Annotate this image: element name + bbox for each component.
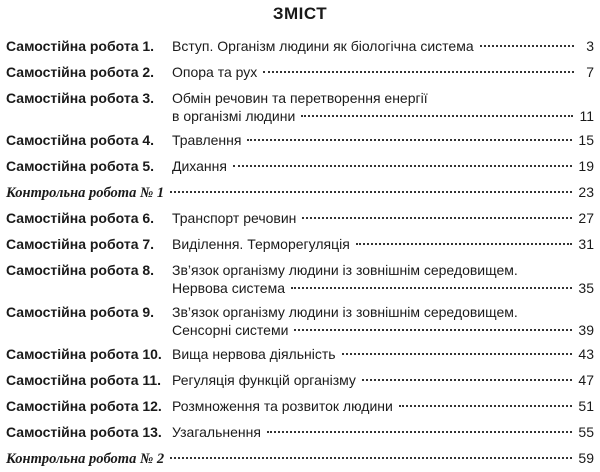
dot-leader xyxy=(267,431,573,433)
dot-leader xyxy=(342,353,573,355)
entry-label: Самостійна робота 11. xyxy=(6,372,162,388)
page-number: 51 xyxy=(578,398,594,414)
dot-leader xyxy=(356,243,573,245)
dot-leader xyxy=(301,115,573,117)
toc-entry-test xyxy=(0,180,600,206)
entry-body xyxy=(172,209,594,227)
entry-body xyxy=(172,89,594,125)
entry-title-line xyxy=(172,63,594,81)
entry-title: Дихання xyxy=(172,158,227,174)
entry-title-line xyxy=(172,345,594,363)
page-number: 43 xyxy=(578,346,594,362)
entry-title-line1: Зв’язок організму людини із зовнішнім середовищем. xyxy=(172,304,518,320)
dot-leader xyxy=(247,139,572,141)
test-title: Контрольна робота № 2 xyxy=(6,451,165,467)
page-title: ЗМІСТ xyxy=(272,4,328,23)
entry-title-line xyxy=(172,107,594,125)
entry-label: Самостійна робота 1. xyxy=(6,38,155,54)
entry-title-line xyxy=(6,183,594,202)
toc-entry xyxy=(0,154,600,180)
entry-label: Самостійна робота 5. xyxy=(6,158,155,174)
page-number: 47 xyxy=(578,372,594,388)
entry-title-line xyxy=(172,371,594,389)
entry-title: Регуляція функцій організму xyxy=(172,372,356,388)
page-number: 23 xyxy=(578,184,594,200)
dot-leader xyxy=(294,329,572,331)
page-number: 31 xyxy=(578,236,594,252)
page-number: 39 xyxy=(578,322,594,338)
entry-title: Розмноження та розвиток людини xyxy=(172,398,393,414)
entry-title-line xyxy=(172,279,594,297)
entry-label: Самостійна робота 7. xyxy=(6,236,155,252)
entry-body xyxy=(172,397,594,415)
entry-body xyxy=(172,303,594,339)
page-number: 55 xyxy=(578,424,594,440)
dot-leader xyxy=(233,165,572,167)
entry-label: Самостійна робота 12. xyxy=(6,398,162,414)
toc-entry xyxy=(0,128,600,154)
toc-entry xyxy=(0,368,600,394)
entry-body xyxy=(6,183,594,202)
toc-entry xyxy=(0,232,600,258)
page-number: 11 xyxy=(579,108,594,124)
entry-title-line xyxy=(6,449,594,468)
entry-body xyxy=(172,345,594,363)
toc-entry xyxy=(0,300,600,342)
entry-body xyxy=(172,261,594,297)
entry-label: Самостійна робота 8. xyxy=(6,262,155,278)
toc-entry xyxy=(0,342,600,368)
toc-list xyxy=(0,34,600,472)
page-number: 35 xyxy=(578,280,594,296)
entry-label: Самостійна робота 13. xyxy=(6,424,162,440)
test-title: Контрольна робота № 1 xyxy=(6,185,165,201)
toc-entry xyxy=(0,258,600,300)
entry-title: Вступ. Організм людини як біологічна система xyxy=(172,38,474,54)
entry-title: Виділення. Терморегуляція xyxy=(172,236,350,252)
entry-body xyxy=(172,63,594,81)
entry-body xyxy=(6,449,594,468)
entry-title: Узагальнення xyxy=(172,424,261,440)
dot-leader xyxy=(263,71,574,73)
page-number: 3 xyxy=(586,38,594,54)
entry-title: Травлення xyxy=(172,132,242,148)
entry-label: Самостійна робота 4. xyxy=(6,132,155,148)
entry-body xyxy=(172,157,594,175)
page-number: 15 xyxy=(578,132,594,148)
toc-entry xyxy=(0,86,600,128)
entry-title: Сенсорні системи xyxy=(172,322,289,338)
toc-entry xyxy=(0,34,600,60)
entry-label: Самостійна робота 6. xyxy=(6,210,155,226)
entry-body xyxy=(172,37,594,55)
toc-entry xyxy=(0,394,600,420)
toc-entry xyxy=(0,60,600,86)
entry-title: Вища нервова діяльність xyxy=(172,346,336,362)
entry-title-line1: Обмін речовин та перетворення енергії xyxy=(172,90,428,106)
entry-body xyxy=(172,423,594,441)
dot-leader xyxy=(399,405,573,407)
entry-body xyxy=(172,371,594,389)
entry-title-line xyxy=(172,131,594,149)
entry-body xyxy=(172,235,594,253)
dot-leader xyxy=(362,379,573,381)
entry-label: Самостійна робота 9. xyxy=(6,304,155,320)
dot-leader xyxy=(480,45,574,47)
entry-title-line xyxy=(172,209,594,227)
toc-entry xyxy=(0,420,600,446)
dot-leader xyxy=(170,457,572,459)
toc-entry xyxy=(0,206,600,232)
entry-title-line xyxy=(172,321,594,339)
entry-title: в організмі людини xyxy=(172,108,296,124)
dot-leader xyxy=(170,191,572,193)
entry-title-line1: Зв’язок організму людини із зовнішнім середовищем. xyxy=(172,262,518,278)
page-number: 19 xyxy=(578,158,594,174)
entry-label: Самостійна робота 2. xyxy=(6,64,155,80)
entry-title: Нервова система xyxy=(172,280,285,296)
page-number: 7 xyxy=(586,64,594,80)
entry-title-line xyxy=(172,397,594,415)
page-number: 59 xyxy=(578,450,594,466)
entry-body xyxy=(172,131,594,149)
dot-leader xyxy=(302,217,572,219)
entry-title-line xyxy=(172,235,594,253)
entry-label: Самостійна робота 10. xyxy=(6,346,162,362)
entry-label: Самостійна робота 3. xyxy=(6,90,155,106)
entry-title-line xyxy=(172,157,594,175)
entry-title-line xyxy=(172,37,594,55)
toc-entry-test xyxy=(0,446,600,472)
entry-title: Опора та рух xyxy=(172,64,258,80)
dot-leader xyxy=(291,287,572,289)
entry-title-line xyxy=(172,423,594,441)
page-number: 27 xyxy=(578,210,594,226)
entry-title: Транспорт речовин xyxy=(172,210,297,226)
